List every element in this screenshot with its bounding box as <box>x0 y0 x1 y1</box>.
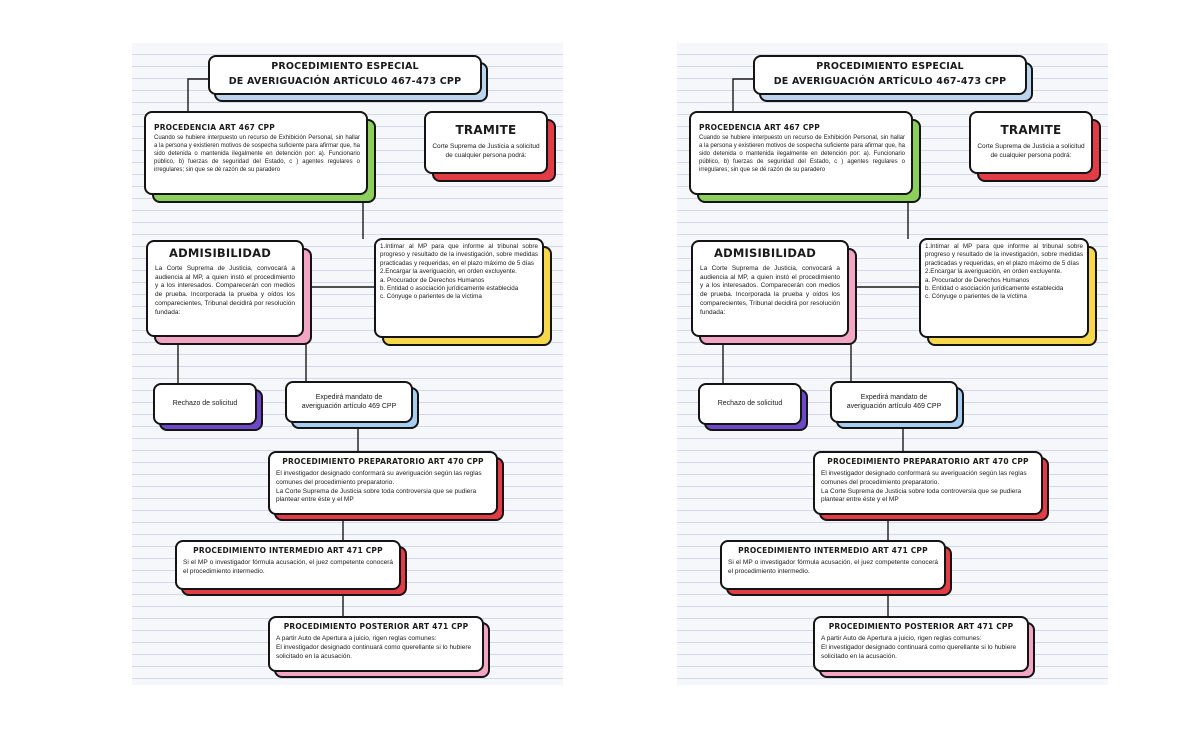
preparatorio-text-1: El investigador designado conformará su averiguación según las reglas comunes del procedimiento preparatorio. <box>276 470 482 486</box>
opciones-box <box>374 238 544 338</box>
opcion-b: b. Entidad o asociación jurídicamente establecida <box>925 285 1064 293</box>
mandato-box <box>285 381 413 423</box>
rechazo-box <box>698 383 802 425</box>
opcion-c: c. Cónyuge o parientes de la víctima <box>380 293 482 301</box>
mandato-text: Expedirá mandato de averiguación artículo 469 CPP <box>846 394 942 410</box>
title-line-1: PROCEDIMIENTO ESPECIAL <box>271 61 419 72</box>
mandato-box <box>830 381 958 423</box>
posterior-title: PROCEDIMIENTO POSTERIOR ART 471 CPP <box>828 622 1014 631</box>
posterior-text-1: A partir Auto de Apertura a juicio, rigen reglas comunes: <box>821 635 982 642</box>
preparatorio-box <box>813 451 1043 515</box>
posterior-text-2: El investigador designado continuará como querellante si lo hubiere solicitado en la acusación. <box>821 643 1017 660</box>
preparatorio-text-1: El investigador designado conformará su averiguación según las reglas comunes del procedimiento preparatorio. <box>821 470 1027 486</box>
admisibilidad-text: La Corte Suprema de Justicia, convocará a audiencia al MP, a quien instó el procedimiento y a los interesados. Comparecerán con medios de prueba. Incorporada la prueba y oídos los comparecientes, Tribunal decidirá por resolución fundada: <box>700 265 840 316</box>
rechazo-text: Rechazo de solicitud <box>172 400 238 408</box>
opcion-a: a. Procurador de Derechos Humanos <box>380 276 485 284</box>
opcion-2: 2.Encargar la averiguación, en orden excluyente. <box>380 268 517 276</box>
tramite-text: Corte Suprema de Justicia a solicitud de cualquier persona podrá: <box>432 143 540 159</box>
title-box <box>753 55 1027 95</box>
preparatorio-text-2: La Corte Suprema de Justicia sobre toda controversia que se pudiera plantear entre éste y el MP <box>821 487 1022 504</box>
opcion-1: 1.Intimar al MP para que informe al tribunal sobre progreso y resultado de la investigación, sobre medidas practicadas y requeridas, en el plazo máximo de 5 días <box>925 243 1083 267</box>
title-line-2: DE AVERIGUACIÓN ARTÍCULO 467-473 CPP <box>228 76 462 87</box>
posterior-box <box>813 616 1029 672</box>
tramite-title: TRAMITE <box>455 123 517 137</box>
procedencia-text: Cuando se hubiere interpuesto un recurso de Exhibición Personal, sin hallar a la persona y existieren motivos de sospecha suficiente para afirmar que, ha sido detenida o mantenida ilegalmente en detención por: a). Funcionario público, b) fuerzas de seguridad del Estado, c ) agentes regulares o irregulares; sin que se dé razón de su paradero <box>154 135 360 173</box>
admisibilidad-box <box>691 240 849 337</box>
preparatorio-text-2: La Corte Suprema de Justicia sobre toda controversia que se pudiera plantear entre éste y el MP <box>276 487 477 504</box>
opcion-1: 1.Intimar al MP para que informe al tribunal sobre progreso y resultado de la investigación, sobre medidas practicadas y requeridas, en el plazo máximo de 5 días <box>380 243 538 267</box>
admisibilidad-text: La Corte Suprema de Justicia, convocará a audiencia al MP, a quien instó el procedimiento y a los interesados. Comparecerán con medios de prueba. Incorporada la prueba y oídos los comparecientes, Tribunal decidirá por resolución fundada: <box>155 265 295 316</box>
intermedio-box <box>175 540 401 590</box>
posterior-box <box>268 616 484 672</box>
intermedio-text: Si el MP o investigador fórmula acusación, el juez competente conocerá el procedimiento intermedio. <box>728 559 938 575</box>
procedencia-title: PROCEDENCIA ART 467 CPP <box>699 123 820 132</box>
procedencia-box <box>144 111 368 195</box>
admisibilidad-title: ADMISIBILIDAD <box>169 246 271 260</box>
mandato-text: Expedirá mandato de averiguación artículo 469 CPP <box>301 394 397 410</box>
preparatorio-title: PROCEDIMIENTO PREPARATORIO ART 470 CPP <box>827 457 1029 466</box>
intermedio-box <box>720 540 946 590</box>
title-line-2: DE AVERIGUACIÓN ARTÍCULO 467-473 CPP <box>773 76 1007 87</box>
intermedio-text: Si el MP o investigador fórmula acusación, el juez competente conocerá el procedimiento intermedio. <box>183 559 393 575</box>
rechazo-text: Rechazo de solicitud <box>717 400 783 408</box>
tramite-title: TRAMITE <box>1000 123 1062 137</box>
opcion-a: a. Procurador de Derechos Humanos <box>925 276 1030 284</box>
posterior-text-2: El investigador designado continuará como querellante si lo hubiere solicitado en la acusación. <box>276 643 472 660</box>
procedencia-title: PROCEDENCIA ART 467 CPP <box>154 123 275 132</box>
admisibilidad-title: ADMISIBILIDAD <box>714 246 816 260</box>
title-box <box>208 55 482 95</box>
opciones-box <box>919 238 1089 338</box>
title-line-1: PROCEDIMIENTO ESPECIAL <box>816 61 964 72</box>
opcion-b: b. Entidad o asociación jurídicamente establecida <box>380 285 519 293</box>
preparatorio-title: PROCEDIMIENTO PREPARATORIO ART 470 CPP <box>282 457 484 466</box>
procedencia-text: Cuando se hubiere interpuesto un recurso de Exhibición Personal, sin hallar a la persona y existieren motivos de sospecha suficiente para afirmar que, ha sido detenida o mantenida ilegalmente en detención por: a). Funcionario público, b) fuerzas de seguridad del Estado, c ) agentes regulares o irregulares; sin que se dé razón de su paradero <box>699 135 905 173</box>
intermedio-title: PROCEDIMIENTO INTERMEDIO ART 471 CPP <box>193 546 383 555</box>
posterior-title: PROCEDIMIENTO POSTERIOR ART 471 CPP <box>283 622 469 631</box>
tramite-text: Corte Suprema de Justicia a solicitud de cualquier persona podrá: <box>977 143 1085 159</box>
procedencia-box <box>689 111 913 195</box>
intermedio-title: PROCEDIMIENTO INTERMEDIO ART 471 CPP <box>738 546 928 555</box>
opcion-c: c. Cónyuge o parientes de la víctima <box>925 293 1027 301</box>
admisibilidad-box <box>146 240 304 337</box>
tramite-box <box>969 111 1093 174</box>
rechazo-box <box>153 383 257 425</box>
flowchart-page-left <box>132 43 563 685</box>
posterior-text-1: A partir Auto de Apertura a juicio, rigen reglas comunes: <box>276 635 437 642</box>
tramite-box <box>424 111 548 174</box>
preparatorio-box <box>268 451 498 515</box>
opcion-2: 2.Encargar la averiguación, en orden excluyente. <box>925 268 1062 276</box>
flowchart-page-right <box>677 43 1108 685</box>
